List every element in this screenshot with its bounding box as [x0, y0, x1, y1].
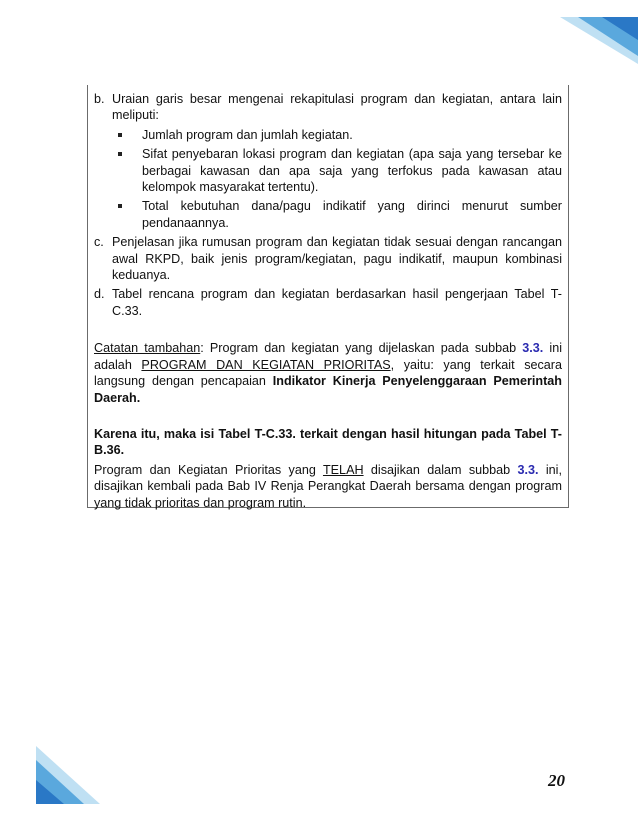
- list-marker: d.: [94, 287, 105, 302]
- bullet-text: Total kebutuhan dana/pagu indikatif yang dirinci menurut sumber pendanaannya.: [142, 199, 562, 230]
- corner-decoration-bottom-left: [0, 746, 100, 826]
- list-item-text: Uraian garis besar mengenai rekapitulasi program dan kegiatan, antara lain meliputi:: [112, 92, 562, 123]
- indicator-emphasis: Indikator Kinerja Penyelenggaraan Pemerintah Daerah.: [94, 374, 562, 405]
- bullet-item: [116, 127, 562, 143]
- note-text: , yaitu: yang terkait secara langsung dengan pencapaian: [94, 357, 562, 389]
- list-item-text: Tabel rencana program dan kegiatan berdasarkan hasil pengerjaan Tabel T-C.33.: [112, 287, 562, 318]
- note-text: : Program dan kegiatan yang dijelaskan pada subbab: [200, 341, 523, 356]
- bullet-text: Sifat penyebaran lokasi program dan kegiatan (apa saja yang tersebar ke berbagai kawasan dan apa saja yang terfokus pada kawasan atau kelompok masyarakat tertentu).: [142, 147, 562, 195]
- bullet-item: [116, 146, 562, 195]
- subsection-reference: 3.3.: [517, 462, 539, 477]
- bullet-marker: [118, 133, 122, 137]
- program-text: Program dan Kegiatan Prioritas yang: [94, 462, 323, 477]
- telah-emphasis: TELAH: [322, 462, 364, 477]
- list-item-c: [94, 234, 562, 283]
- program-text: disajikan dalam subbab: [363, 462, 518, 477]
- note-label: Catatan tambahan: [94, 341, 201, 356]
- list-marker: b.: [94, 92, 105, 106]
- note-paragraph: [94, 340, 562, 406]
- list-item-b: [94, 91, 562, 231]
- program-paragraph: [94, 462, 562, 511]
- bullet-marker: [118, 204, 122, 208]
- bullet-item: [116, 198, 562, 231]
- list-item-d: [94, 286, 562, 319]
- program-text: ini, disajikan kembali pada Bab IV Renja Perangkat Daerah bersama dengan program yang tidak prioritas dan program rutin.: [94, 462, 562, 510]
- content-box: [87, 85, 569, 508]
- subsection-reference: 3.3.: [522, 341, 544, 356]
- priority-emphasis: PROGRAM DAN KEGIATAN PRIORITAS: [141, 357, 391, 372]
- bullet-marker: [118, 152, 122, 156]
- corner-decoration-top-right: [560, 0, 638, 64]
- note-text: ini adalah: [94, 341, 562, 372]
- bullet-text: Jumlah program dan jumlah kegiatan.: [142, 127, 353, 142]
- bullet-list: [116, 127, 562, 231]
- page-number: 20: [548, 771, 565, 790]
- list-marker: c.: [94, 235, 104, 250]
- conclusion-paragraph: Karena itu, maka isi Tabel T-C.33. terkait dengan hasil hitungan pada Tabel T-B.36.: [94, 426, 562, 458]
- list-item-text: Penjelasan jika rumusan program dan kegiatan tidak sesuai dengan rancangan awal RKPD, baik jenis program/kegiatan, pagu indikatif, maupun kombinasi keduanya.: [112, 235, 562, 283]
